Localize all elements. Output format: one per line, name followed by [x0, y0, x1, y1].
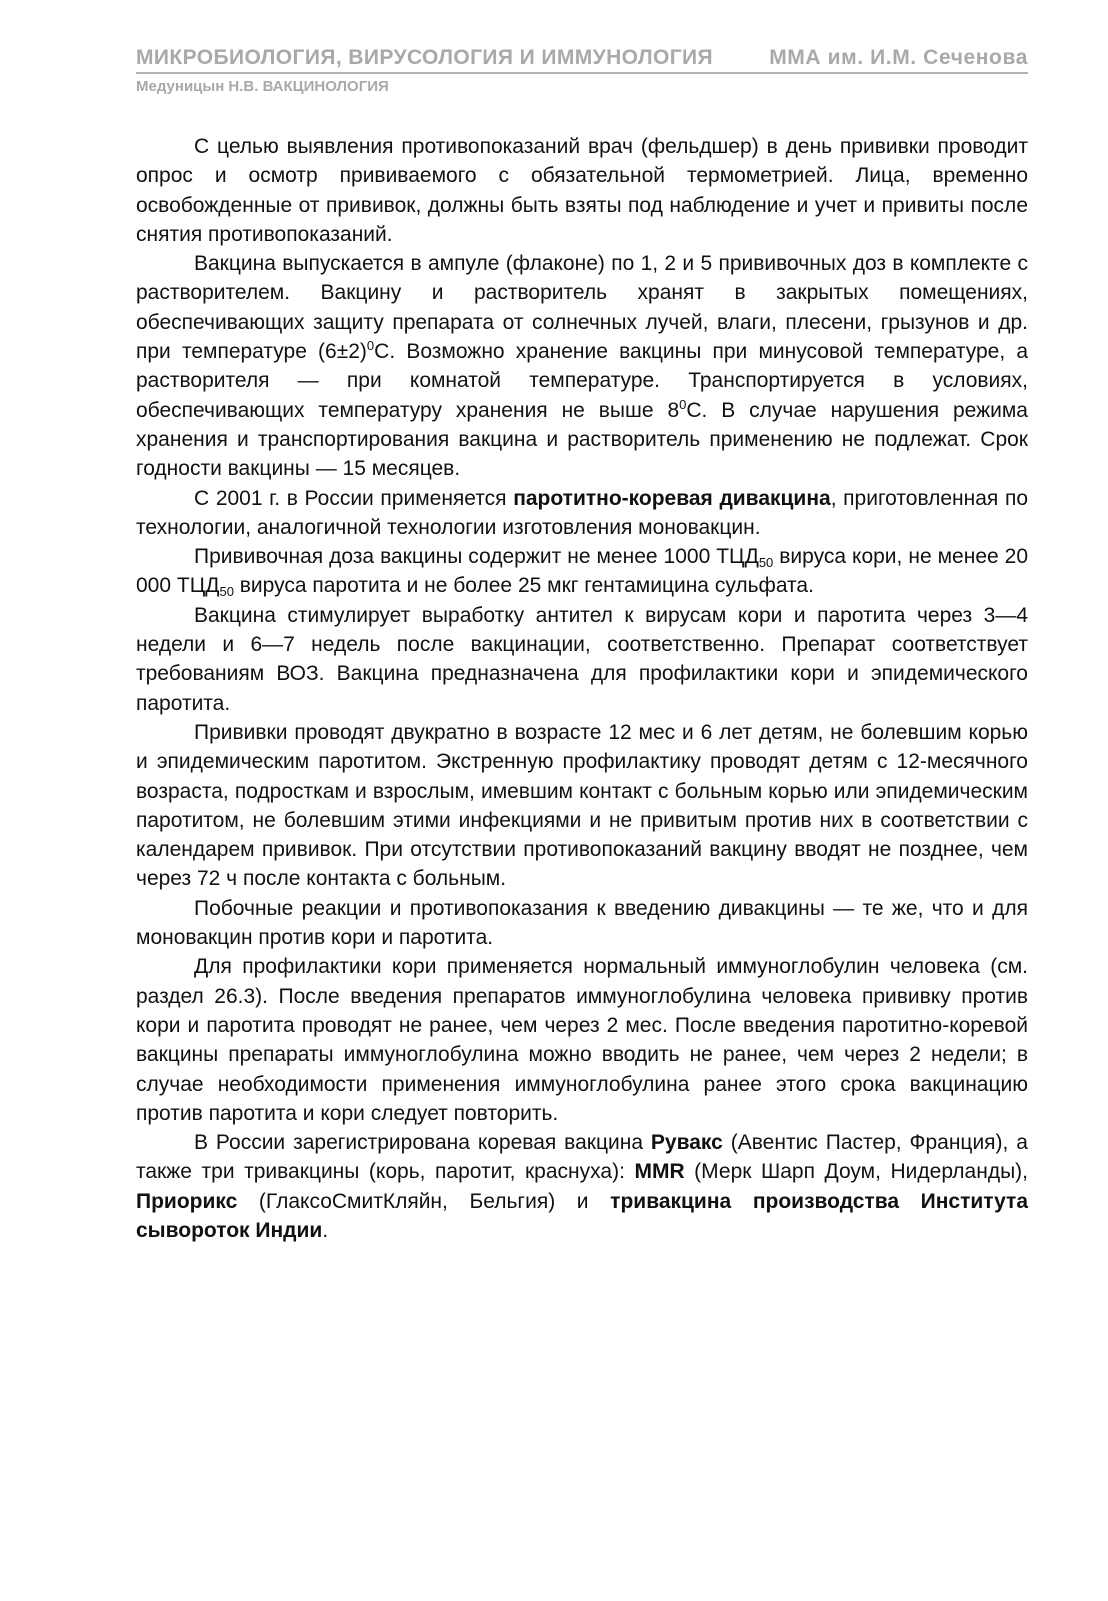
bold-term: тривакцина производства Института сывороток Индии	[136, 1189, 1028, 1242]
bold-term: MMR	[634, 1160, 685, 1184]
paragraph	[136, 601, 1028, 718]
paragraph	[136, 484, 1028, 543]
text-run: Побочные реакции и противопоказания к введению дивакцины — те же, что и для моновакцин против кори и паротита.	[136, 896, 1028, 950]
paragraph	[136, 1128, 1028, 1245]
superscript: 0	[366, 338, 375, 354]
header-title-row	[136, 46, 1028, 74]
text-run: С 2001 г. в России применяется	[194, 486, 514, 510]
paragraph	[136, 952, 1028, 1128]
text-run: (Мерк Шарп Доум, Нидерланды),	[684, 1160, 1029, 1184]
text-run: (ГлаксоСмитКляйн, Бельгия) и	[237, 1189, 611, 1213]
text-run: .	[322, 1218, 329, 1242]
text-run: Для профилактики кори применяется нормальный иммуноглобулин человека (см. раздел 26.3). После введения препаратов иммуноглобулина человека прививку против кори и паротита проводят не ранее, чем через 2 мес. После введения паротитно-коревой вакцины препараты иммуноглобулина можно вводить не ранее, чем через 2 недели; в случае необходимости применения иммуноглобулина ранее этого срока вакцинацию против паротита и кори следует повторить.	[136, 955, 1028, 1125]
text-run: Вакцина выпускается в ампуле (флаконе) по 1, 2 и 5 прививочных доз в комплекте с растворителем. Вакцину и растворитель хранят в закрытых помещениях, обеспечивающих защиту препарата от солнечных лучей, влаги, плесени, грызунов и др. при температуре (6±2)	[136, 252, 1028, 364]
bold-term: паротитно-коревая дивакцина	[513, 486, 831, 510]
header-subtitle: Медуницын Н.В. ВАКЦИНОЛОГИЯ	[136, 78, 389, 95]
body-text	[136, 132, 1028, 1245]
text-run: вируса кори, не менее 20 000 ТЦД	[136, 545, 1029, 598]
text-run: , приготовленная по технологии, аналогичной технологии изготовления моновакцин.	[136, 486, 1028, 539]
bold-term: Приорикс	[136, 1189, 238, 1213]
paragraph	[136, 249, 1028, 483]
text-run: В России зарегистрирована коревая вакцина	[194, 1131, 651, 1155]
text-run: С. Возможно хранение вакцины при минусовой температуре, а растворителя — при комнатой температуре. Транспортируется в условиях, обеспечивающих температуру хранения не выше 8	[136, 340, 1028, 422]
superscript: 0	[679, 396, 687, 412]
text-run: вируса паротита и не более 25 мкг гентамицина сульфата.	[233, 574, 814, 598]
paragraph	[136, 894, 1028, 953]
paragraph	[136, 542, 1028, 601]
text-run: С. В случае нарушения режима хранения и транспортирования вакцина и растворитель применению не подлежат. Срок годности вакцины — 15 месяцев.	[136, 398, 1028, 481]
text-run: Вакцина стимулирует выработку антител к вирусам кори и паротита через 3—4 недели и 6—7 недель после вакцинации, соответственно. Препарат соответствует требованиям ВОЗ. Вакцина предназначена для профилактики кори и эпидемического паротита.	[136, 603, 1028, 715]
bold-term: Рувакс	[650, 1131, 723, 1155]
paragraph	[136, 132, 1028, 249]
running-header	[136, 46, 1028, 95]
subscript: 50	[219, 584, 234, 600]
paragraph	[136, 718, 1028, 894]
text-run: С целью выявления противопоказаний врач (фельдшер) в день прививки проводит опрос и осмотр прививаемого с обязательной термометрией. Лица, временно освобожденные от прививок, должны быть взяты под наблюдение и учет и привиты после снятия противопоказаний.	[136, 135, 1028, 246]
text-run: Прививочная доза вакцины содержит не менее 1000 ТЦД	[194, 545, 759, 569]
text-run: (Авентис Пастер, Франция), а также три тривакцины (корь, паротит, краснуха):	[136, 1131, 1028, 1184]
text-run: Прививки проводят двукратно в возрасте 12 мес и 6 лет детям, не болевшим корью и эпидемическим паротитом. Экстренную профилактику проводят детям с 12-месячного возраста, подросткам и взрослым, имевшим контакт с больным корью или эпидемическим паротитом, не болевшим этими инфекциями и не привитым против них в соответствии с календарем прививок. При отсутствии противопоказаний вакцину вводят не позднее, чем через 72 ч после контакта с больным.	[136, 720, 1028, 891]
subscript: 50	[758, 555, 774, 571]
header-title-left: МИКРОБИОЛОГИЯ, ВИРУСОЛОГИЯ И ИММУНОЛОГИЯ	[136, 46, 714, 69]
header-title-right: ММА им. И.М. Сеченова	[769, 46, 1028, 69]
